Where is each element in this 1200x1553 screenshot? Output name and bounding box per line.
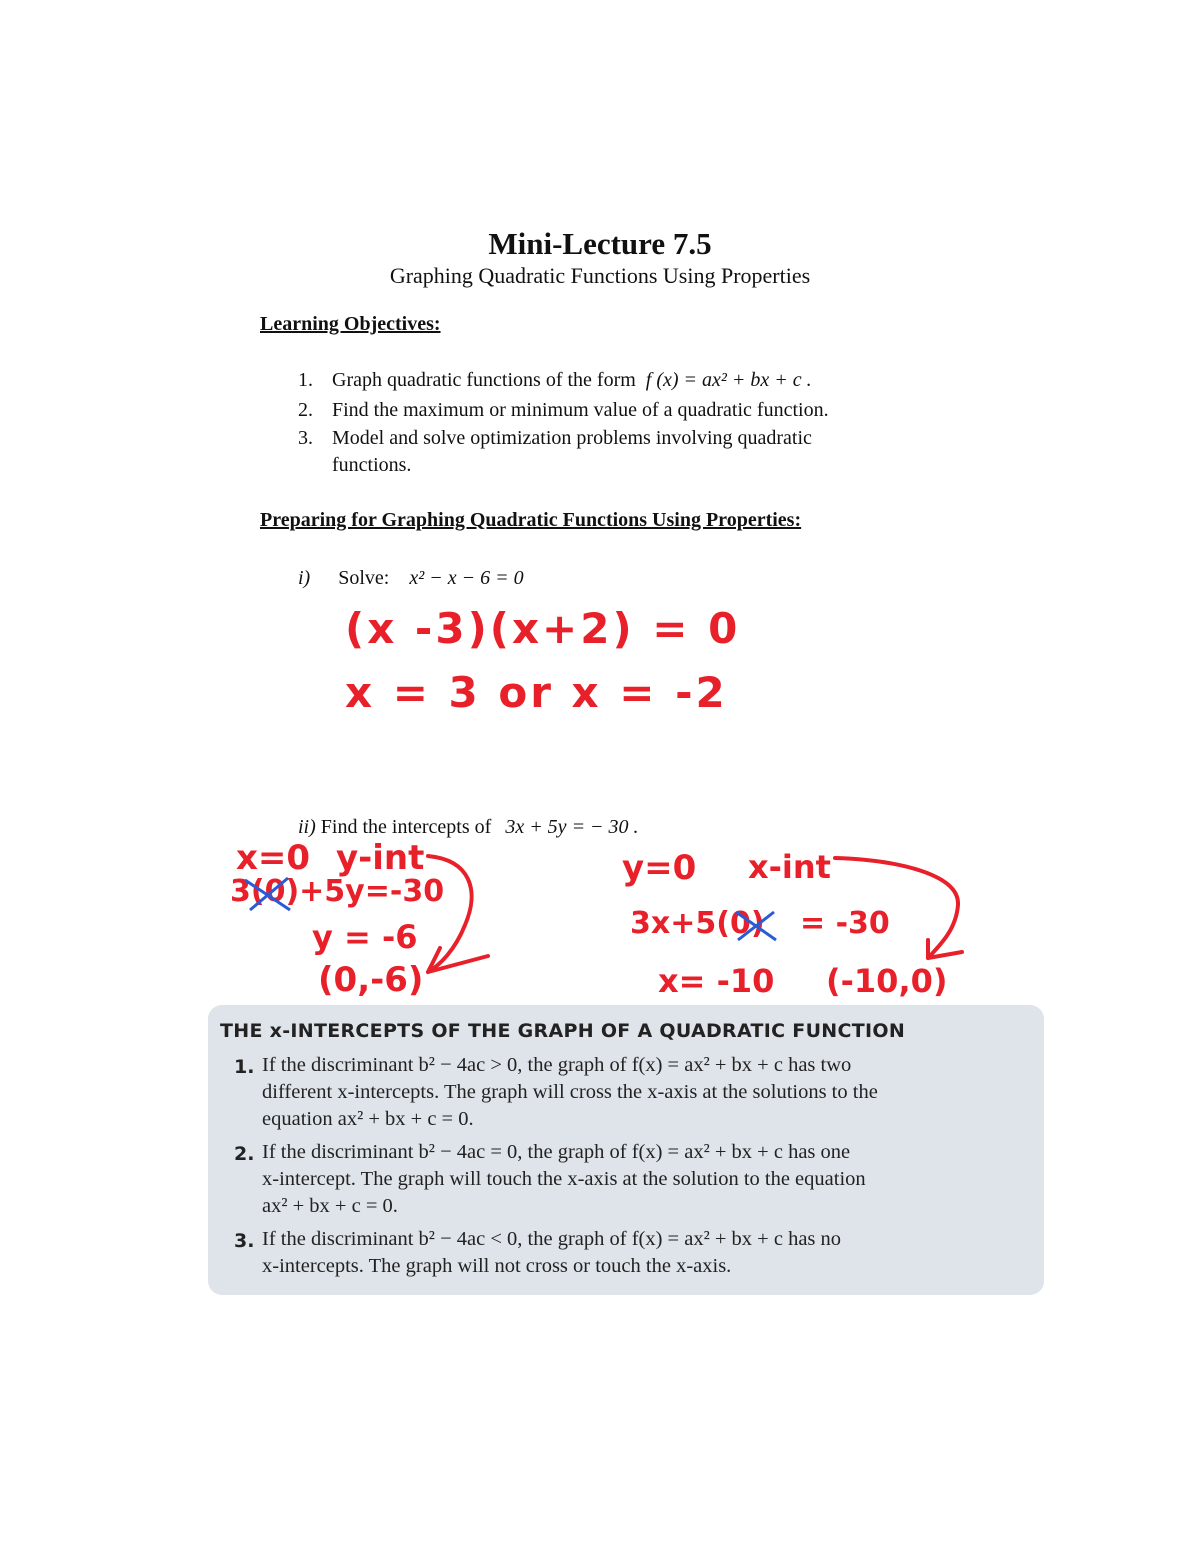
arrow-right-icon	[835, 858, 962, 958]
page-title: Mini-Lecture 7.5	[488, 226, 712, 261]
hand-crossed-term: 5(0)	[695, 906, 765, 941]
box-item-line: If the discriminant b² − 4ac > 0, the graph of f(x) = ax² + bx + c has two	[262, 1054, 852, 1076]
box-item-number: 3.	[234, 1230, 255, 1252]
hand-substitution-x: 3x+5(0)	[630, 906, 765, 941]
objective-text-cont: functions.	[332, 454, 412, 476]
handwritten-solutions: x = 3 or x = -2	[345, 668, 728, 717]
arrow-left-icon	[428, 856, 488, 972]
box-item-line: If the discriminant b² − 4ac < 0, the graph of f(x) = ax² + bx + c has no	[262, 1228, 842, 1250]
box-item-line: x-intercepts. The graph will not cross or touch the x-axis.	[262, 1255, 732, 1277]
page-subtitle: Graphing Quadratic Functions Using Properties	[389, 263, 811, 288]
hand-equals-neg30: = -30	[800, 906, 890, 941]
box-item-number: 1.	[234, 1056, 255, 1078]
box-item-line: different x-intercepts. The graph will cross the x-axis at the solutions to the	[262, 1081, 878, 1103]
objective-number: 2.	[298, 399, 313, 421]
objective-text: Model and solve optimization problems involving quadratic	[332, 427, 812, 449]
box-item-line: ax² + bx + c = 0.	[262, 1195, 398, 1217]
hand-x-equals-0: x=0	[236, 838, 311, 878]
question-text: Find the intercepts of	[320, 816, 492, 838]
handwritten-factoring: (x -3)(x+2) = 0	[345, 604, 741, 653]
box-item-line: If the discriminant b² − 4ac = 0, the graph of f(x) = ax² + bx + c has one	[262, 1141, 851, 1163]
preparing-heading: Preparing for Graphing Quadratic Functions Using Properties:	[260, 509, 802, 531]
hand-y-int-label: y-int	[336, 838, 425, 878]
hand-y-value: y = -6	[312, 918, 418, 956]
question-math: 3x + 5y = − 30 .	[505, 816, 639, 838]
box-item-number: 2.	[234, 1143, 255, 1165]
hand-y-equals-0: y=0	[622, 848, 697, 888]
box-item-line: equation ax² + bx + c = 0.	[262, 1108, 474, 1130]
hand-y-intercept-point: (0,-6)	[318, 960, 424, 1000]
objective-text: Find the maximum or minimum value of a quadratic function.	[332, 399, 829, 421]
hand-x-value: x= -10	[658, 962, 775, 1000]
hand-crossed-term: 3(0)	[230, 874, 300, 909]
hand-substitution: 3(0)+5y=-30	[230, 874, 445, 909]
objective-number: 1.	[298, 369, 313, 391]
objective-math: f (x) = ax² + bx + c .	[645, 369, 812, 391]
question-math: x² − x − 6 = 0	[409, 567, 524, 589]
question-text: Solve:	[338, 567, 390, 589]
question-label: ii)	[298, 816, 316, 838]
hand-x-intercept-point: (-10,0)	[826, 962, 948, 1000]
objective-text: Graph quadratic functions of the form f (x) = ax² + bx + c .	[332, 369, 812, 391]
box-item-line: x-intercept. The graph will touch the x-axis at the solution to the equation	[262, 1168, 866, 1190]
objectives-heading: Learning Objectives:	[260, 313, 441, 335]
blue-crossout-icon	[245, 878, 776, 940]
box-title: THE x-INTERCEPTS OF THE GRAPH OF A QUADRATIC FUNCTION	[220, 1020, 906, 1042]
hand-x-int-label: x-int	[748, 848, 831, 886]
objective-number: 3.	[298, 427, 313, 449]
question-label: i)	[298, 567, 311, 589]
